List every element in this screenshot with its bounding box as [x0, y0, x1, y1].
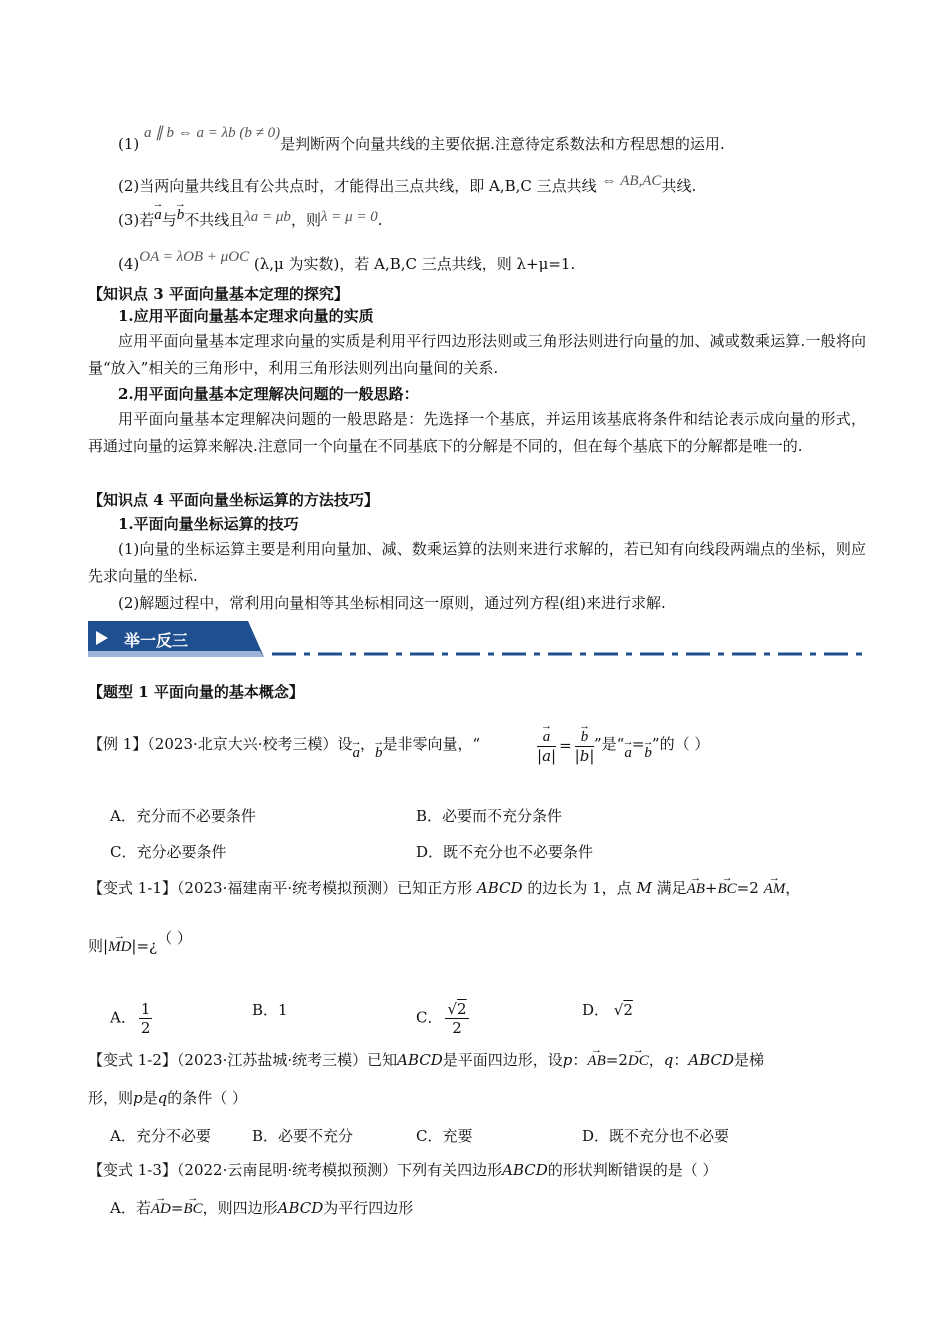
rule-1-formula: a ∥ b ⇔ a = λb (b ≠ 0): [144, 125, 281, 141]
rule-3: (3)若→ a与→ b不共线且λa = μb，则λ = μ = 0.: [118, 210, 383, 231]
kp4-paragraph-1: (1)向量的坐标运算主要是利用向量加、减、数乘运算的法则来进行求解的，若已知有向线段两端点的坐标，则应先求向量的坐标.: [88, 540, 866, 585]
rule-2-formula: ⇔ AB,AC: [601, 173, 662, 189]
variant-1-2-option-c[interactable]: C．充要: [416, 1127, 473, 1145]
vector-a: → a: [154, 205, 162, 225]
kp4-heading-1: 1.平面向量坐标运算的技巧: [118, 515, 299, 533]
variant-1-1-stem: 【变式 1-1】（2023·福建南平·统考模拟预测）已知正方形 ABCD 的边长为 1，点 M 满足→ AB+→ BC=2 → AM，: [88, 878, 800, 899]
variant-1-2-stem: 【变式 1-2】（2023·江苏盐城·统考三模）已知ABCD是平面四边形，设p：→ AB=2→ DC，q：ABCD是梯: [88, 1050, 764, 1071]
type1-title: 【题型 1 平面向量的基本概念】: [88, 683, 304, 701]
example-1-option-b[interactable]: B．必要而不充分条件: [416, 807, 563, 825]
kp4-paragraph-2: (2)解题过程中，常利用向量相等其坐标相同这一原则，通过列方程(组)来进行求解.: [118, 594, 666, 612]
rule-1: (1) a ∥ b ⇔ a = λb (b ≠ 0)是判断两个向量共线的主要依据.注意待定系数法和方程思想的运用.: [118, 125, 725, 153]
variant-1-1-option-b[interactable]: B．1: [252, 1001, 288, 1019]
kp3-heading-1: 1.应用平面向量基本定理求向量的实质: [118, 307, 374, 325]
example-1-option-c[interactable]: C．充分必要条件: [110, 843, 227, 861]
kp3-title: 【知识点 3 平面向量基本定理的探究】: [88, 285, 349, 303]
variant-1-1-option-a[interactable]: A． $\frac{1}{2}$: [110, 1000, 151, 1037]
variant-1-2-option-b[interactable]: B．必要不充分: [252, 1127, 354, 1145]
rule-4: (4)OA = λOB + μOC (λ,μ 为实数)，若 A,B,C 三点共线，则 λ+μ=1.: [118, 249, 576, 273]
example-1-stem-2: ”是“→ a=→ b”的（ ）: [594, 734, 709, 755]
variant-1-2-stem-2: 形，则p是q的条件（ ）: [88, 1089, 248, 1107]
variant-1-3-option-a[interactable]: A．若→ AD=→ BC，则四边形ABCD为平行四边形: [110, 1198, 413, 1219]
variant-1-3-stem: 【变式 1-3】（2022·云南昆明·统考模拟预测）下列有关四边形ABCD的形状判断错误的是（ ）: [88, 1161, 718, 1179]
example-1-option-a[interactable]: A．充分而不必要条件: [110, 807, 256, 825]
variant-1-2-option-a[interactable]: A．充分不必要: [110, 1127, 211, 1145]
kp4-title: 【知识点 4 平面向量坐标运算的方法技巧】: [88, 491, 379, 509]
dashed-divider: [272, 652, 862, 656]
variant-1-2-option-d[interactable]: D．既不充分也不必要: [582, 1127, 730, 1145]
example-1-stem: 【例 1】（2023·北京大兴·校考三模）设→ a，→ b是非零向量，“: [88, 734, 480, 755]
rule-2: (2)当两向量共线且有公共点时，才能得出三点共线，即 A,B,C 三点共线 ⇔ AB,AC共线.: [118, 173, 697, 195]
example-1-option-d[interactable]: D．既不充分也不必要条件: [416, 843, 594, 861]
variant-1-1-option-c[interactable]: C． $\frac{√2}{2}$: [416, 1000, 467, 1037]
rule-4-formula: OA = λOB + μOC: [139, 249, 250, 265]
variant-1-1-stem-2: 则|→ MD|=¿（ ）: [88, 936, 192, 957]
variant-1-1-option-d[interactable]: D． √2: [582, 1001, 633, 1019]
kp3-heading-2: 2.用平面向量基本定理解决问题的一般思路：: [118, 385, 419, 403]
kp3-paragraph-2: 用平面向量基本定理解决问题的一般思路是：先选择一个基底，并运用该基底将条件和结论表示成向量的形式，再通过向量的运算来解决.注意同一个向量在不同基底下的分解是不同的，但在每个基底下的分解都是唯一的.: [88, 410, 866, 455]
kp3-paragraph-1: 应用平面向量基本定理求向量的实质是利用平行四边形法则或三角形法则进行向量的加、减或数乘运算.一般将向量“放入”相关的三角形中，利用三角形法则列出向量间的关系.: [88, 332, 866, 377]
banner-label: 举一反三: [124, 631, 189, 650]
example-1-fraction: → $\frac{a}{|a|}$ = → $\frac{b}{|b|}$: [534, 728, 597, 765]
vector-b: → b: [177, 205, 185, 225]
